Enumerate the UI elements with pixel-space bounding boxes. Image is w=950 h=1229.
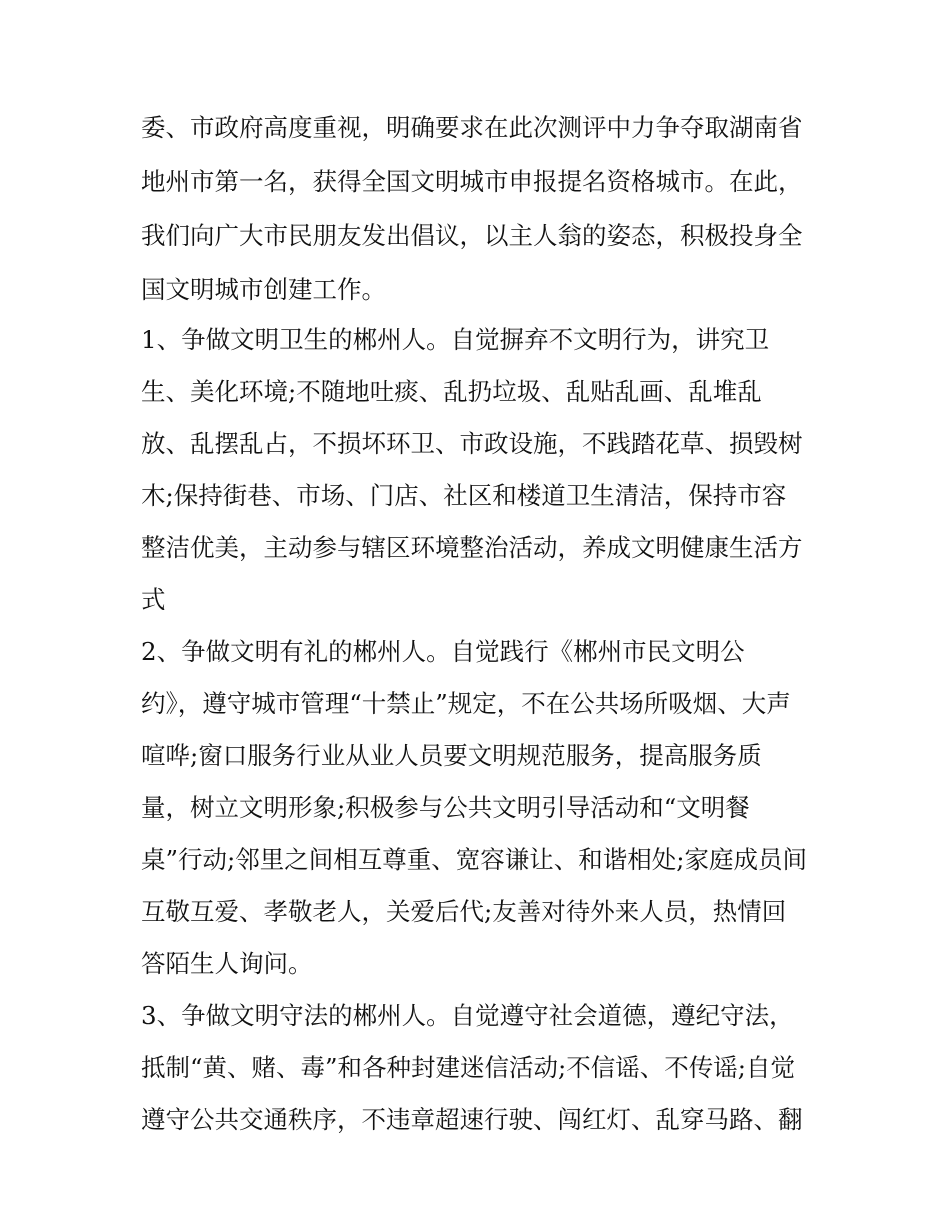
text-line: 式	[141, 585, 166, 614]
text-line: 抵制“黄、赌、毒”和各种封建迷信活动;不信谣、不传谣;自觉	[141, 1053, 796, 1082]
text-line: 整洁优美，主动参与辖区环境整治活动，养成文明健康生活方	[141, 533, 803, 562]
text-line: 喧哗;窗口服务行业从业人员要文明规范服务，提高服务质	[141, 741, 762, 770]
list-item-3-line: 3、争做文明守法的郴州人。自觉遵守社会道德，遵纪守法，	[141, 1001, 794, 1030]
text-line: 约》，遵守城市管理“十禁止”规定，不在公共场所吸烟、大声	[141, 689, 791, 718]
text-line: 遵守公共交通秩序，不违章超速行驶、闯红灯、乱穿马路、翻	[141, 1105, 803, 1134]
text-line: 互敬互爱、孝敬老人，关爱后代;友善对待外来人员，热情回	[141, 897, 787, 926]
text-line: 木;保持街巷、市场、门店、社区和楼道卫生清洁，保持市容	[141, 481, 787, 510]
text-line: 桌”行动;邻里之间相互尊重、宽容谦让、和谐相处;家庭成员间	[141, 845, 808, 874]
list-item-2-line: 2、争做文明有礼的郴州人。自觉践行《郴州市民文明公	[141, 637, 745, 666]
text-line: 我们向广大市民朋友发出倡议，以主人翁的姿态，积极投身全	[141, 221, 803, 250]
text-line: 委、市政府高度重视，明确要求在此次测评中力争夺取湖南省	[141, 113, 803, 142]
text-line: 生、美化环境;不随地吐痰、乱扔垃圾、乱贴乱画、乱堆乱	[141, 377, 762, 406]
text-line: 地州市第一名，获得全国文明城市申报提名资格城市。在此，	[141, 167, 803, 196]
text-line: 国文明城市创建工作。	[141, 275, 386, 304]
text-line: 量，树立文明形象;积极参与公共文明引导活动和“文明餐	[141, 793, 750, 822]
text-line: 放、乱摆乱占，不损坏环卫、市政设施，不践踏花草、损毁树	[141, 429, 803, 458]
list-item-1-line: 1、争做文明卫生的郴州人。自觉摒弃不文明行为，讲究卫	[141, 325, 770, 354]
text-line: 答陌生人询问。	[141, 949, 313, 978]
